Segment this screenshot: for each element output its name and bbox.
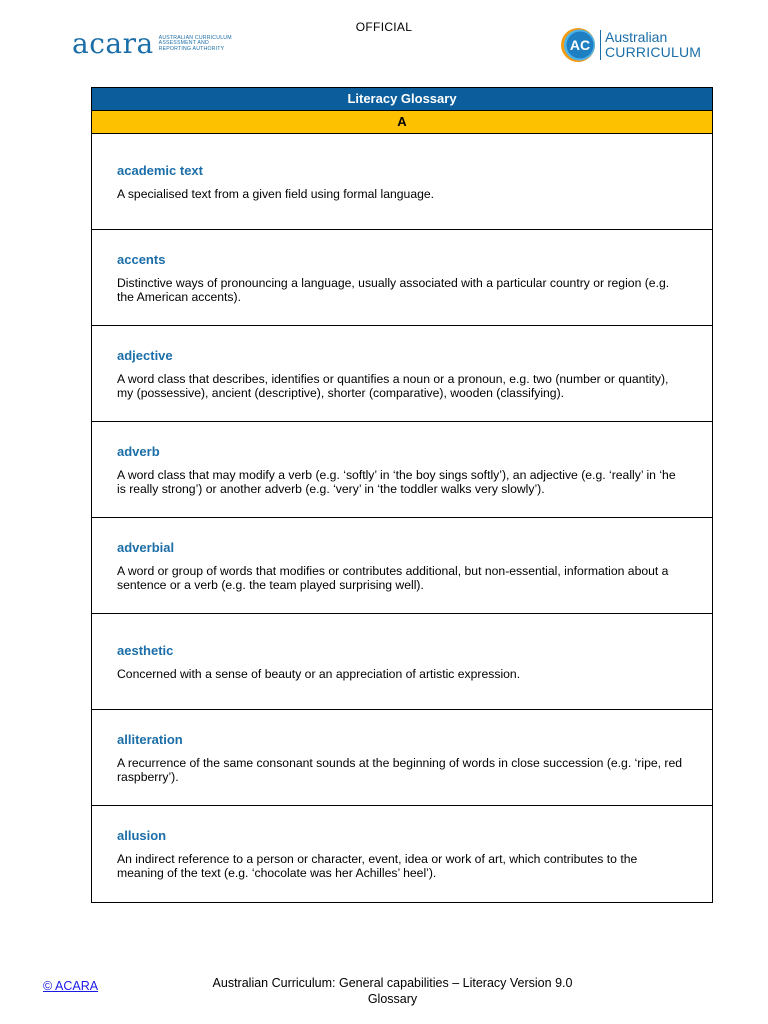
entry-term: academic text <box>117 162 203 178</box>
glossary-title: Literacy Glossary <box>92 88 712 111</box>
entry-term: adverb <box>117 443 160 459</box>
entry-term: aesthetic <box>117 642 174 658</box>
acara-wordmark: acara <box>72 27 154 60</box>
entry-definition: A word class that describes, identifies or quantifies a noun or a pronoun, e.g. two (number or quantity), my (possessive), ancient (descriptive), shorter (comparative), wooden (classifying). <box>117 371 669 400</box>
entry-term: adjective <box>117 347 173 363</box>
glossary-entry <box>92 614 712 710</box>
entry-term: allusion <box>117 828 167 843</box>
entry-term: accents <box>117 251 166 267</box>
entry-term: adverbial <box>117 539 175 555</box>
entry-definition: Distinctive ways of pronouncing a language, usually associated with a particular country or region (e.g. the American accents). <box>117 275 670 304</box>
entry-definition: Concerned with a sense of beauty or an appreciation of artistic expression. <box>117 666 521 681</box>
glossary-entry <box>92 518 712 614</box>
australian-curriculum-logo <box>560 27 701 63</box>
glossary-entry <box>92 326 712 422</box>
entry-term: alliteration <box>117 731 183 747</box>
footer-title <box>180 975 605 1007</box>
entry-definition: A recurrence of the same consonant sounds at the beginning of words in close succession (e.g. ‘ripe, red raspberry’). <box>117 755 683 784</box>
logo-divider <box>600 30 601 60</box>
glossary-table <box>91 87 713 903</box>
ac-logo-text <box>605 30 701 60</box>
acara-logo <box>72 27 237 60</box>
acara-logo-subtitle: AUSTRALIAN CURRICULUM ASSESSMENT AND REPORTING AUTHORITY <box>158 34 232 52</box>
entry-definition: A word class that may modify a verb (e.g. ‘softly’ in ‘the boy sings softly’), an adjective (e.g. ‘really’ in ‘he is really strong’) or another adverb (e.g. ‘very’ in ‘the toddler walks very slowly’). <box>117 467 676 496</box>
ac-badge-text: AC <box>569 37 591 53</box>
entry-definition: An indirect reference to a person or character, event, idea or work of art, which contributes to the meaning of the text (e.g. ‘chocolate was her Achilles’ heel’). <box>117 852 638 880</box>
ac-badge-icon <box>560 27 596 63</box>
footer-title-line1: Australian Curriculum: General capabilities – Literacy Version 9.0 <box>212 976 573 990</box>
ac-logo-line2: CURRICULUM <box>605 44 702 60</box>
entry-definition: A word or group of words that modifies or contributes additional, but non-essential, information about a sentence or a verb (e.g. the team played surprising well). <box>117 563 669 592</box>
glossary-entry <box>92 422 712 518</box>
glossary-entry <box>92 806 712 902</box>
copyright-link[interactable]: © ACARA <box>43 979 99 993</box>
footer-title-line2: Glossary <box>367 992 418 1006</box>
entry-definition: A specialised text from a given field using formal language. <box>117 186 435 201</box>
ac-logo-line1: Australian <box>605 29 668 45</box>
section-letter: A <box>92 111 712 134</box>
glossary-entry <box>92 134 712 230</box>
glossary-entry <box>92 710 712 806</box>
glossary-entry <box>92 230 712 326</box>
classification-label: OFFICIAL <box>355 20 413 34</box>
